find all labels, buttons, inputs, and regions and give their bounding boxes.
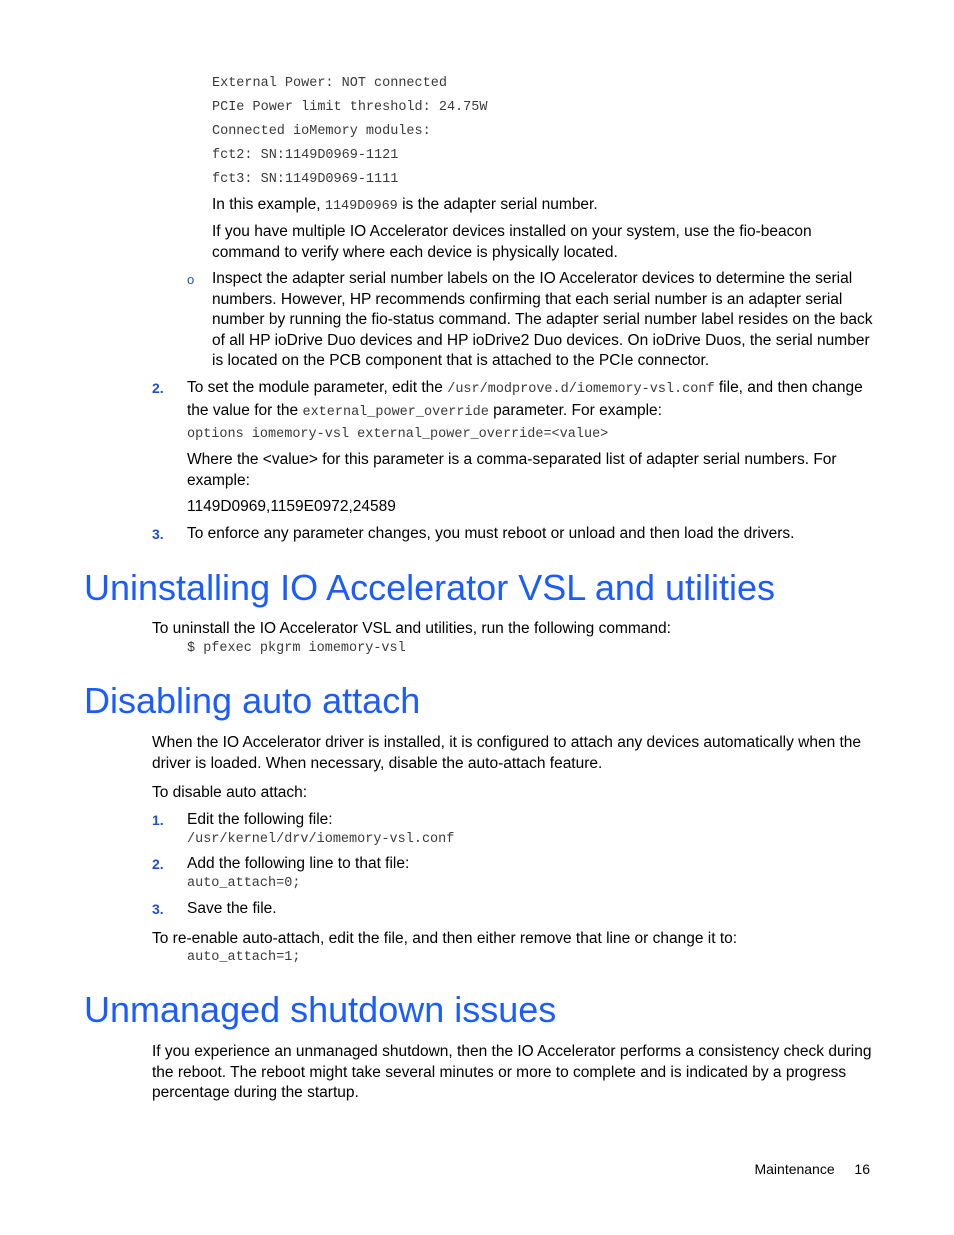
disable-step3-text: Save the file. [187, 900, 277, 917]
conf-path-code: /usr/modprove.d/iomemory-vsl.conf [447, 382, 715, 397]
code-line: fct2: SN:1149D0969-1121 [212, 148, 399, 163]
step-number: 3. [152, 526, 164, 542]
uninstall-intro: To uninstall the IO Accelerator VSL and utilities, run the following command: [152, 620, 671, 637]
shutdown-paragraph: If you experience an unmanaged shutdown, then the IO Accelerator performs a consistency check during the reboot. The reboot might take several minutes or more to complete and is indicated by a progress percentage during the startup. [152, 1043, 872, 1101]
auto-attach-on-code: auto_attach=1; [187, 950, 301, 965]
uninstall-command: $ pfexec pkgrm iomemory-vsl [187, 641, 406, 656]
parameter-code: external_power_override [302, 404, 489, 420]
where-paragraph: Where the <value> for this parameter is a comma-separated list of adapter serial numbers. For example: [187, 451, 837, 489]
heading-unmanaged-shutdown: Unmanaged shutdown issues [84, 989, 557, 1030]
step2-text-c: parameter. For example: [488, 401, 662, 419]
bullet-serial-labels: Inspect the adapter serial number labels on the IO Accelerator devices to determine the serial numbers. However, HP recommends confirming that each serial number is an adapter serial number by running the fio-status command. The adapter serial number label resides on the back of all HP ioDrive Duo devices and HP ioDrive2 Duo devices. On ioDrive Duos, the serial number is located on the PCB component that is attached to the PCIe connector. [212, 270, 873, 369]
example-prefix: In this example, [212, 196, 325, 213]
step2-text [187, 378, 875, 423]
code-line: PCIe Power limit threshold: 24.75W [212, 100, 488, 115]
footer-section: Maintenance [754, 1161, 835, 1177]
reenable-text: To re-enable auto-attach, edit the file, and then either remove that line or change it to: [152, 930, 738, 947]
page-number: 16 [854, 1161, 870, 1177]
example-serial-code: 1149D0969 [324, 199, 398, 214]
step2-text-a: To set the module parameter, edit the [187, 379, 448, 396]
step3-text: To enforce any parameter changes, you must reboot or unload and then load the drivers. [187, 525, 795, 542]
step-number: 2. [152, 380, 164, 396]
disable-step2-text: Add the following line to that file: [187, 855, 410, 872]
step2-text-b: file, and then change the value for the [187, 379, 863, 419]
code-line: External Power: NOT connected [212, 76, 447, 91]
multiple-devices-paragraph: If you have multiple IO Accelerator devices installed on your system, use the fio-beacon command to verify where each device is physically located. [212, 223, 812, 261]
conf-file-path: /usr/kernel/drv/iomemory-vsl.conf [187, 832, 455, 847]
bullet-marker: o [187, 272, 195, 287]
disable-step1-text: Edit the following file: [187, 811, 333, 828]
step-number: 1. [152, 812, 164, 828]
heading-disabling-auto-attach: Disabling auto attach [84, 680, 421, 721]
code-line: Connected ioMemory modules: [212, 124, 431, 139]
heading-uninstalling: Uninstalling IO Accelerator VSL and utilities [84, 567, 776, 608]
auto-attach-off-code: auto_attach=0; [187, 876, 301, 891]
disable-intro: When the IO Accelerator driver is installed, it is configured to attach any devices automatically when the driver is loaded. When necessary, disable the auto-attach feature. [152, 734, 862, 772]
options-code-line: options iomemory-vsl external_power_override=<value> [187, 427, 609, 442]
step-number: 2. [152, 856, 164, 872]
example-values: 1149D0969,1159E0972,24589 [187, 498, 396, 515]
disable-lead: To disable auto attach: [152, 784, 308, 801]
example-suffix: is the adapter serial number. [397, 196, 598, 213]
step-number: 3. [152, 901, 164, 917]
page-footer [754, 1159, 870, 1180]
code-line: fct3: SN:1149D0969-1111 [212, 172, 399, 187]
example-serial-paragraph [212, 195, 872, 218]
